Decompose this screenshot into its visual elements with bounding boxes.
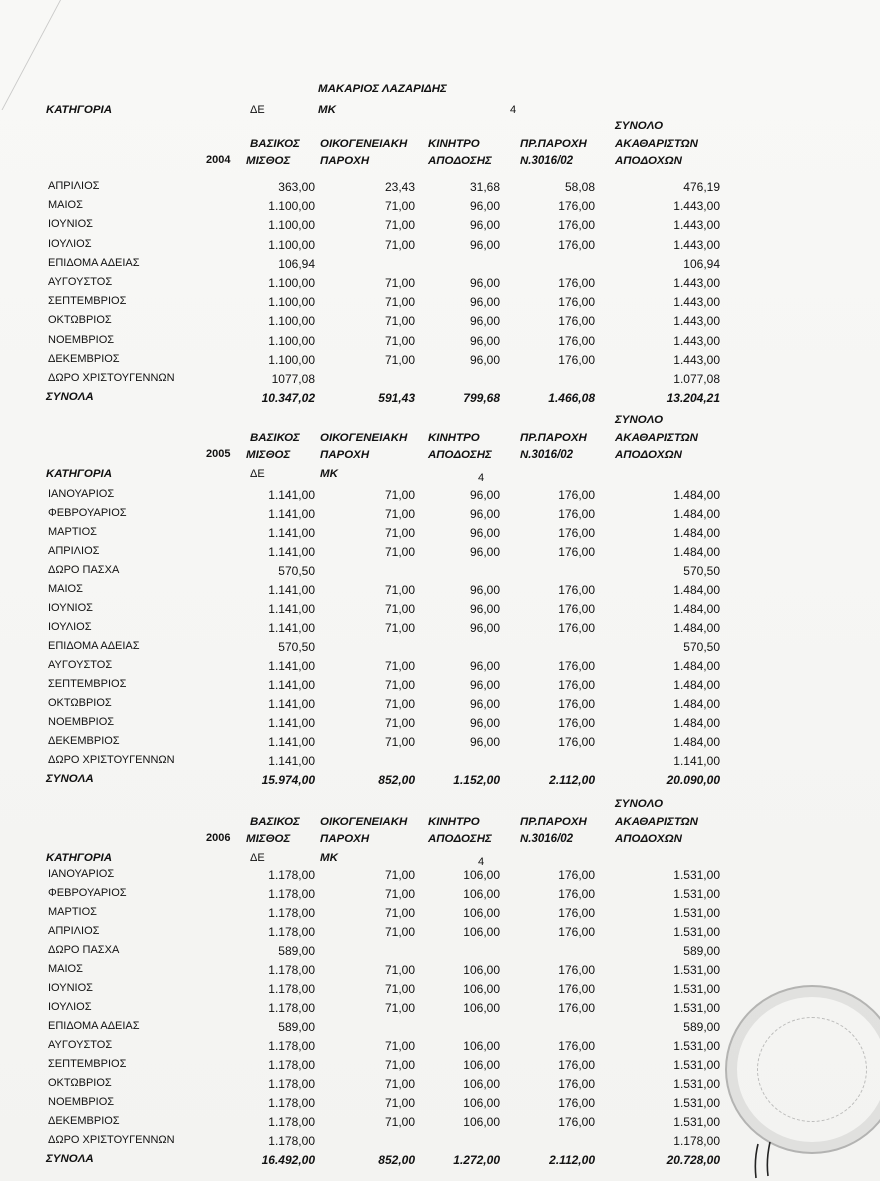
table-cell: 71,00 (384, 1115, 415, 1129)
row-label: ΔΕΚΕΜΒΡΙΟΣ (48, 735, 120, 747)
table-cell: 71,00 (384, 507, 415, 521)
totals-cell: 16.492,00 (261, 1153, 315, 1167)
col-header-incentive-1: ΚΙΝΗΤΡΟ (428, 432, 480, 444)
col-header-total-2: ΑΚΑΘΑΡΙΣΤΩΝ (615, 138, 698, 150)
row-label: ΣΕΠΤΕΜΒΡΙΟΣ (48, 678, 127, 690)
col-header-total-1: ΣΥΝΟΛΟ (615, 414, 664, 426)
col-header-basic-2: ΜΙΣΘΟΣ (246, 833, 291, 845)
col-header-incentive-1: ΚΙΝΗΤΡΟ (428, 138, 480, 150)
year-label: 2005 (206, 448, 231, 460)
row-label: ΝΟΕΜΒΡΙΟΣ (48, 716, 115, 728)
table-cell: 1.484,00 (673, 697, 720, 711)
table-cell: 31,68 (469, 180, 500, 194)
row-label: ΦΕΒΡΟΥΑΡΙΟΣ (48, 887, 127, 899)
col-header-pr-1: ΠΡ.ΠΑΡΟΧΗ (520, 816, 587, 828)
table-cell: 96,00 (469, 276, 500, 290)
table-cell: 58,08 (564, 180, 595, 194)
table-cell: 1.141,00 (268, 735, 315, 749)
table-cell: 71,00 (384, 295, 415, 310)
table-cell: 570,50 (278, 564, 315, 578)
totals-cell: 799,68 (463, 391, 500, 406)
row-label: ΙΟΥΝΙΟΣ (48, 602, 93, 614)
table-cell: 96,00 (469, 488, 500, 502)
row-label: ΑΠΡΙΛΙΟΣ (48, 925, 100, 937)
col-header-incentive-2: ΑΠΟΔΟΣΗΣ (428, 833, 492, 845)
table-cell: 106,94 (683, 256, 720, 271)
table-cell: 176,00 (558, 659, 595, 673)
table-cell: 96,00 (469, 659, 500, 673)
table-cell: 23,43 (384, 180, 415, 194)
table-cell: 1.178,00 (268, 925, 315, 939)
table-cell: 570,50 (683, 564, 720, 578)
table-cell: 1.178,00 (268, 1115, 315, 1129)
row-label: ΕΠΙΔΟΜΑ ΑΔΕΙΑΣ (48, 1020, 140, 1032)
totals-cell: 2.112,00 (549, 1153, 595, 1167)
table-cell: 71,00 (384, 352, 415, 367)
col-header-pr-2: Ν.3016/02 (520, 155, 574, 167)
table-cell: 71,00 (384, 716, 415, 730)
table-cell: 1.531,00 (673, 963, 720, 977)
col-header-incentive-2: ΑΠΟΔΟΣΗΣ (428, 449, 492, 461)
table-cell: 1.077,08 (673, 372, 720, 386)
table-cell: 71,00 (384, 887, 415, 901)
col-header-total-3: ΑΠΟΔΟΧΩΝ (615, 833, 682, 845)
table-cell: 176,00 (558, 488, 595, 502)
row-label: ΙΟΥΝΙΟΣ (48, 218, 93, 231)
table-cell: 1.178,00 (268, 1039, 315, 1053)
table-cell: 106,00 (463, 963, 500, 977)
table-cell: 71,00 (384, 963, 415, 977)
table-cell: 176,00 (558, 333, 595, 348)
table-cell: 1.443,00 (673, 314, 720, 329)
table-cell: 570,50 (278, 640, 315, 654)
table-cell: 1.531,00 (673, 1001, 720, 1015)
table-cell: 176,00 (558, 352, 595, 367)
row-label: ΙΟΥΛΙΟΣ (48, 237, 92, 250)
row-label: ΣΕΠΤΕΜΒΡΙΟΣ (48, 295, 127, 308)
table-cell: 1.141,00 (268, 621, 315, 635)
row-label: ΔΩΡΟ ΧΡΙΣΤΟΥΓΕΝΝΩΝ (48, 754, 175, 766)
table-cell: 71,00 (384, 1096, 415, 1110)
table-cell: 96,00 (469, 295, 500, 310)
table-cell: 1.484,00 (673, 716, 720, 730)
table-cell: 176,00 (558, 1115, 595, 1129)
totals-cell: 20.090,00 (666, 773, 720, 787)
table-cell: 176,00 (558, 697, 595, 711)
totals-cell: 10.347,02 (261, 391, 315, 406)
table-cell: 176,00 (558, 1096, 595, 1110)
table-cell: 96,00 (469, 545, 500, 559)
table-cell: 1.443,00 (673, 199, 720, 214)
row-label: ΕΠΙΔΟΜΑ ΑΔΕΙΑΣ (48, 256, 140, 269)
table-cell: 96,00 (469, 697, 500, 711)
table-cell: 1.484,00 (673, 583, 720, 597)
row-label: ΙΑΝΟΥΑΡΙΟΣ (48, 488, 115, 500)
table-cell: 1077,08 (271, 372, 315, 386)
table-cell: 1.100,00 (268, 314, 315, 329)
col-header-incentive-2: ΑΠΟΔΟΣΗΣ (428, 155, 492, 167)
table-cell: 176,00 (558, 1058, 595, 1072)
table-cell: 106,00 (463, 982, 500, 996)
row-label: ΕΠΙΔΟΜΑ ΑΔΕΙΑΣ (48, 640, 140, 652)
table-cell: 1.484,00 (673, 602, 720, 616)
grade-number: 4 (478, 856, 485, 868)
table-cell: 1.178,00 (268, 887, 315, 901)
table-cell: 1.178,00 (268, 1134, 315, 1148)
col-header-family-1: ΟΙΚΟΓΕΝΕΙΑΚΗ (320, 816, 408, 828)
table-cell: 1.100,00 (268, 218, 315, 233)
table-cell: 176,00 (558, 295, 595, 310)
table-cell: 1.178,00 (268, 1096, 315, 1110)
col-header-family-1: ΟΙΚΟΓΕΝΕΙΑΚΗ (320, 138, 408, 150)
table-cell: 1.178,00 (268, 1077, 315, 1091)
table-cell: 71,00 (384, 1039, 415, 1053)
table-cell: 106,00 (463, 906, 500, 920)
row-label: ΜΑΙΟΣ (48, 963, 83, 975)
table-cell: 106,00 (463, 1058, 500, 1072)
table-cell: 1.443,00 (673, 276, 720, 290)
table-cell: 176,00 (558, 507, 595, 521)
table-cell: 176,00 (558, 583, 595, 597)
table-cell: 71,00 (384, 1058, 415, 1072)
table-cell: 71,00 (384, 488, 415, 502)
category-label: ΚΑΤΗΓΟΡΙΑ (46, 468, 113, 480)
table-cell: 71,00 (384, 868, 415, 882)
totals-cell: 852,00 (378, 1153, 415, 1167)
table-cell: 96,00 (469, 621, 500, 635)
table-cell: 1.484,00 (673, 678, 720, 692)
de-label: ΔΕ (250, 852, 265, 864)
table-cell: 71,00 (384, 602, 415, 616)
col-header-basic-2: ΜΙΣΘΟΣ (246, 155, 291, 167)
table-cell: 106,00 (463, 1115, 500, 1129)
table-cell: 106,00 (463, 887, 500, 901)
table-cell: 1.141,00 (268, 697, 315, 711)
table-cell: 1.531,00 (673, 887, 720, 901)
table-cell: 176,00 (558, 621, 595, 635)
table-cell: 1.100,00 (268, 199, 315, 214)
col-header-family-2: ΠΑΡΟΧΗ (320, 449, 370, 461)
row-label: ΑΥΓΟΥΣΤΟΣ (48, 659, 113, 671)
table-cell: 96,00 (469, 218, 500, 233)
table-cell: 1.178,00 (268, 868, 315, 882)
table-cell: 106,00 (463, 925, 500, 939)
table-cell: 1.484,00 (673, 659, 720, 673)
table-cell: 71,00 (384, 314, 415, 329)
row-label: ΜΑΡΤΙΟΣ (48, 906, 97, 918)
col-header-family-2: ΠΑΡΟΧΗ (320, 155, 370, 167)
table-cell: 176,00 (558, 199, 595, 214)
table-cell: 96,00 (469, 352, 500, 367)
table-cell: 176,00 (558, 237, 595, 252)
table-cell: 71,00 (384, 659, 415, 673)
table-cell: 1.531,00 (673, 1115, 720, 1129)
table-cell: 589,00 (278, 1020, 315, 1034)
table-cell: 1.531,00 (673, 1058, 720, 1072)
col-header-total-2: ΑΚΑΘΑΡΙΣΤΩΝ (615, 432, 698, 444)
table-cell: 1.443,00 (673, 237, 720, 252)
col-header-pr-2: Ν.3016/02 (520, 833, 574, 845)
table-cell: 176,00 (558, 906, 595, 920)
col-header-basic-1: ΒΑΣΙΚΟΣ (250, 816, 300, 828)
table-cell: 1.484,00 (673, 621, 720, 635)
employee-name: ΜΑΚΑΡΙΟΣ ΛΑΖΑΡΙΔΗΣ (318, 83, 447, 95)
col-header-basic-1: ΒΑΣΙΚΟΣ (250, 138, 300, 150)
table-cell: 1.443,00 (673, 295, 720, 310)
table-cell: 71,00 (384, 621, 415, 635)
row-label: ΣΕΠΤΕΜΒΡΙΟΣ (48, 1058, 127, 1070)
table-cell: 1.141,00 (673, 754, 720, 768)
table-cell: 1.443,00 (673, 352, 720, 367)
table-cell: 96,00 (469, 735, 500, 749)
col-header-family-1: ΟΙΚΟΓΕΝΕΙΑΚΗ (320, 432, 408, 444)
row-label: ΑΠΡΙΛΙΟΣ (48, 545, 100, 557)
col-header-total-1: ΣΥΝΟΛΟ (615, 120, 664, 132)
col-header-total-2: ΑΚΑΘΑΡΙΣΤΩΝ (615, 816, 698, 828)
table-cell: 1.484,00 (673, 545, 720, 559)
totals-cell: 1.152,00 (453, 773, 500, 787)
table-cell: 176,00 (558, 218, 595, 233)
table-cell: 176,00 (558, 982, 595, 996)
totals-cell: 591,43 (378, 391, 415, 406)
table-cell: 71,00 (384, 199, 415, 214)
table-cell: 1.100,00 (268, 276, 315, 290)
row-label: ΝΟΕΜΒΡΙΟΣ (48, 333, 115, 346)
table-cell: 96,00 (469, 507, 500, 521)
totals-cell: 15.974,00 (261, 773, 315, 787)
page-fold-line (0, 0, 61, 110)
table-cell: 176,00 (558, 735, 595, 749)
mk-label: ΜΚ (318, 104, 336, 116)
table-cell: 71,00 (384, 925, 415, 939)
table-cell: 106,00 (463, 1001, 500, 1015)
category-label: ΚΑΤΗΓΟΡΙΑ (46, 104, 113, 116)
table-cell: 176,00 (558, 963, 595, 977)
table-cell: 1.100,00 (268, 237, 315, 252)
totals-label: ΣΥΝΟΛΑ (46, 1153, 94, 1165)
table-cell: 96,00 (469, 678, 500, 692)
table-cell: 71,00 (384, 1001, 415, 1015)
totals-label: ΣΥΝΟΛΑ (46, 391, 94, 404)
col-header-pr-2: Ν.3016/02 (520, 449, 574, 461)
table-cell: 96,00 (469, 199, 500, 214)
table-cell: 176,00 (558, 314, 595, 329)
row-label: ΝΟΕΜΒΡΙΟΣ (48, 1096, 115, 1108)
table-cell: 1.531,00 (673, 982, 720, 996)
table-cell: 1.531,00 (673, 906, 720, 920)
table-cell: 176,00 (558, 868, 595, 882)
table-cell: 476,19 (683, 180, 720, 194)
table-cell: 363,00 (278, 180, 315, 194)
de-label: ΔΕ (250, 104, 265, 116)
col-header-pr-1: ΠΡ.ΠΑΡΟΧΗ (520, 138, 587, 150)
row-label: ΑΥΓΟΥΣΤΟΣ (48, 276, 113, 288)
col-header-pr-1: ΠΡ.ΠΑΡΟΧΗ (520, 432, 587, 444)
table-cell: 1.531,00 (673, 868, 720, 882)
table-cell: 176,00 (558, 526, 595, 540)
row-label: ΜΑΙΟΣ (48, 199, 83, 212)
totals-cell: 852,00 (378, 773, 415, 787)
de-label: ΔΕ (250, 468, 265, 480)
table-cell: 71,00 (384, 678, 415, 692)
table-cell: 106,00 (463, 1096, 500, 1110)
table-cell: 1.443,00 (673, 218, 720, 233)
table-cell: 96,00 (469, 314, 500, 329)
col-header-family-2: ΠΑΡΟΧΗ (320, 833, 370, 845)
totals-label: ΣΥΝΟΛΑ (46, 773, 94, 785)
table-cell: 1.141,00 (268, 678, 315, 692)
col-header-total-3: ΑΠΟΔΟΧΩΝ (615, 449, 682, 461)
table-cell: 1.178,00 (268, 1001, 315, 1015)
grade-number: 4 (478, 472, 485, 484)
row-label: ΜΑΡΤΙΟΣ (48, 526, 97, 538)
table-cell: 71,00 (384, 1077, 415, 1091)
table-cell: 176,00 (558, 545, 595, 559)
table-cell: 176,00 (558, 716, 595, 730)
table-cell: 1.531,00 (673, 1039, 720, 1053)
table-cell: 96,00 (469, 333, 500, 348)
table-cell: 71,00 (384, 526, 415, 540)
table-cell: 106,94 (278, 256, 315, 271)
table-cell: 71,00 (384, 583, 415, 597)
table-cell: 176,00 (558, 1039, 595, 1053)
row-label: ΦΕΒΡΟΥΑΡΙΟΣ (48, 507, 127, 519)
table-cell: 71,00 (384, 237, 415, 252)
row-label: ΟΚΤΩΒΡΙΟΣ (48, 1077, 112, 1089)
official-stamp (725, 985, 880, 1154)
table-cell: 1.178,00 (268, 982, 315, 996)
table-cell: 176,00 (558, 602, 595, 616)
table-cell: 589,00 (683, 1020, 720, 1034)
table-cell: 1.484,00 (673, 526, 720, 540)
table-cell: 570,50 (683, 640, 720, 654)
row-label: ΙΑΝΟΥΑΡΙΟΣ (48, 868, 115, 880)
row-label: ΙΟΥΛΙΟΣ (48, 621, 92, 633)
table-cell: 71,00 (384, 735, 415, 749)
table-cell: 96,00 (469, 583, 500, 597)
table-cell: 1.178,00 (268, 1058, 315, 1072)
table-cell: 176,00 (558, 1077, 595, 1091)
table-cell: 1.178,00 (268, 963, 315, 977)
table-cell: 1.178,00 (268, 906, 315, 920)
row-label: ΑΥΓΟΥΣΤΟΣ (48, 1039, 113, 1051)
row-label: ΜΑΙΟΣ (48, 583, 83, 595)
table-cell: 1.531,00 (673, 925, 720, 939)
table-cell: 1.484,00 (673, 735, 720, 749)
table-cell: 176,00 (558, 276, 595, 290)
row-label: ΙΟΥΝΙΟΣ (48, 982, 93, 994)
table-cell: 1.178,00 (673, 1134, 720, 1148)
table-cell: 176,00 (558, 1001, 595, 1015)
table-cell: 1.531,00 (673, 1077, 720, 1091)
table-cell: 176,00 (558, 925, 595, 939)
year-label: 2006 (206, 832, 231, 844)
totals-cell: 1.272,00 (453, 1153, 500, 1167)
category-label: ΚΑΤΗΓΟΡΙΑ (46, 852, 113, 864)
col-header-incentive-1: ΚΙΝΗΤΡΟ (428, 816, 480, 828)
table-cell: 1.484,00 (673, 488, 720, 502)
table-cell: 106,00 (463, 868, 500, 882)
table-cell: 1.141,00 (268, 488, 315, 502)
table-cell: 1.141,00 (268, 526, 315, 540)
table-cell: 96,00 (469, 237, 500, 252)
table-cell: 1.141,00 (268, 507, 315, 521)
table-cell: 176,00 (558, 887, 595, 901)
totals-cell: 2.112,00 (549, 773, 595, 787)
mk-label: ΜΚ (320, 468, 338, 480)
table-cell: 71,00 (384, 276, 415, 290)
row-label: ΔΕΚΕΜΒΡΙΟΣ (48, 1115, 120, 1127)
table-cell: 96,00 (469, 716, 500, 730)
table-cell: 589,00 (683, 944, 720, 958)
table-cell: 106,00 (463, 1039, 500, 1053)
table-cell: 106,00 (463, 1077, 500, 1091)
table-cell: 71,00 (384, 906, 415, 920)
col-header-total-3: ΑΠΟΔΟΧΩΝ (615, 155, 682, 167)
row-label: ΔΩΡΟ ΠΑΣΧΑ (48, 944, 120, 956)
totals-cell: 1.466,08 (548, 391, 595, 406)
table-cell: 1.141,00 (268, 754, 315, 768)
table-cell: 1.141,00 (268, 602, 315, 616)
table-cell: 1.531,00 (673, 1096, 720, 1110)
table-cell: 1.100,00 (268, 333, 315, 348)
table-cell: 1.141,00 (268, 545, 315, 559)
table-cell: 589,00 (278, 944, 315, 958)
row-label: ΔΕΚΕΜΒΡΙΟΣ (48, 352, 120, 365)
table-cell: 1.100,00 (268, 295, 315, 310)
row-label: ΔΩΡΟ ΧΡΙΣΤΟΥΓΕΝΝΩΝ (48, 372, 175, 384)
row-label: ΔΩΡΟ ΧΡΙΣΤΟΥΓΕΝΝΩΝ (48, 1134, 175, 1146)
grade-number: 4 (510, 104, 517, 116)
mk-label: ΜΚ (320, 852, 338, 864)
table-cell: 1.484,00 (673, 507, 720, 521)
table-cell: 1.141,00 (268, 659, 315, 673)
table-cell: 71,00 (384, 545, 415, 559)
table-cell: 1.141,00 (268, 583, 315, 597)
row-label: ΔΩΡΟ ΠΑΣΧΑ (48, 564, 120, 576)
totals-cell: 20.728,00 (666, 1153, 720, 1167)
table-cell: 96,00 (469, 526, 500, 540)
table-cell: 71,00 (384, 333, 415, 348)
table-cell: 1.443,00 (673, 333, 720, 348)
col-header-total-1: ΣΥΝΟΛΟ (615, 798, 664, 810)
row-label: ΟΚΤΩΒΡΙΟΣ (48, 697, 112, 709)
col-header-basic-2: ΜΙΣΘΟΣ (246, 449, 291, 461)
row-label: ΙΟΥΛΙΟΣ (48, 1001, 92, 1013)
handwritten-signature (752, 1140, 780, 1180)
table-cell: 71,00 (384, 697, 415, 711)
row-label: ΟΚΤΩΒΡΙΟΣ (48, 314, 112, 327)
table-cell: 1.141,00 (268, 716, 315, 730)
totals-cell: 13.204,21 (666, 391, 720, 406)
table-cell: 96,00 (469, 602, 500, 616)
table-cell: 71,00 (384, 982, 415, 996)
row-label: ΑΠΡΙΛΙΟΣ (48, 180, 100, 192)
col-header-basic-1: ΒΑΣΙΚΟΣ (250, 432, 300, 444)
table-cell: 176,00 (558, 678, 595, 692)
table-cell: 71,00 (384, 218, 415, 233)
year-label: 2004 (206, 154, 231, 166)
table-cell: 1.100,00 (268, 352, 315, 367)
